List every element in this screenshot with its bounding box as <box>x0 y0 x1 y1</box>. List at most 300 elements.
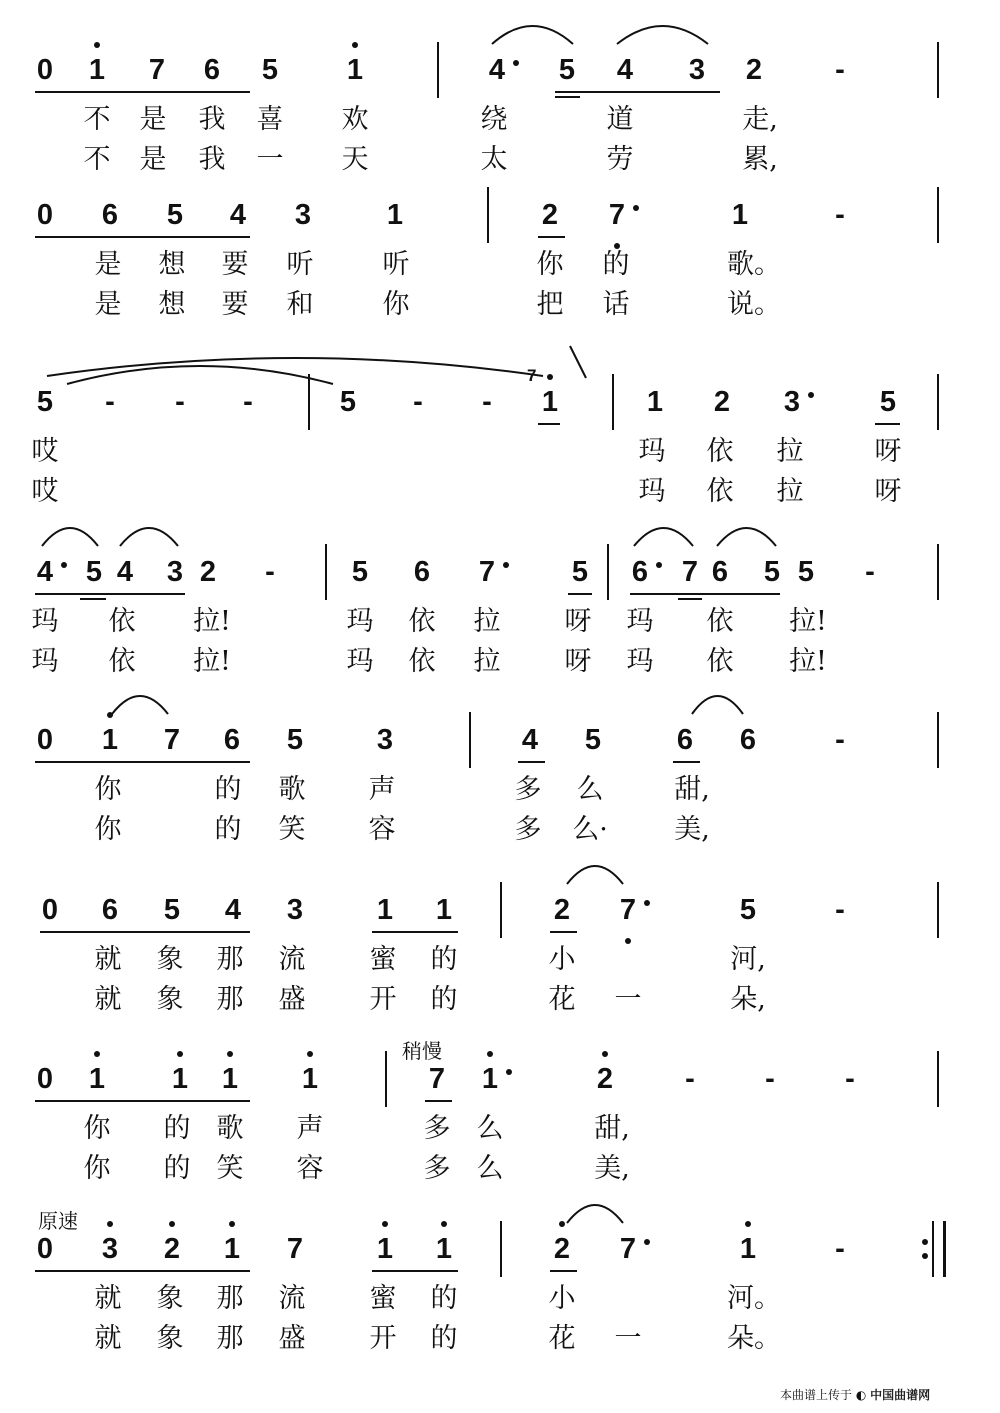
lyric-syllable: 一 <box>256 144 284 175</box>
underline-beam <box>555 91 720 93</box>
lyric-syllable: 不 <box>83 104 111 135</box>
note-digit: - <box>105 386 115 418</box>
note-digit: 1 <box>346 54 364 86</box>
note <box>25 718 65 762</box>
dash-extension <box>670 1057 710 1101</box>
note <box>275 1227 315 1271</box>
augmentation-dot <box>61 562 67 568</box>
breath-mark-icon <box>568 344 588 380</box>
note <box>608 888 648 932</box>
note <box>25 1057 65 1101</box>
note-digit: 6 <box>101 199 119 231</box>
lyric-syllable: 象 <box>156 1283 184 1314</box>
lyric-syllable: 歌 <box>216 1113 244 1144</box>
note-digit: 5 <box>261 54 279 86</box>
note <box>365 718 405 762</box>
note-digit: 1 <box>221 1063 239 1095</box>
note-digit: 4 <box>116 556 134 588</box>
note-digit: 0 <box>36 199 54 231</box>
lyric-syllable: 玛 <box>638 436 666 467</box>
lyric-syllable: 那 <box>216 1283 244 1314</box>
high-octave-dot <box>547 374 553 380</box>
lyric-syllable: 声 <box>368 774 396 805</box>
slur-arc <box>690 684 745 718</box>
barline <box>937 42 939 98</box>
slur-arc <box>110 684 170 718</box>
note <box>218 193 258 237</box>
note-digit: 7 <box>619 1233 637 1265</box>
note-digit: 5 <box>797 556 815 588</box>
lyric-syllable: 把 <box>536 289 564 320</box>
lyric-syllable: 一 <box>614 1323 642 1354</box>
note <box>547 48 587 92</box>
note <box>25 1227 65 1271</box>
note <box>542 1227 582 1271</box>
lyric-syllable: 多 <box>423 1153 451 1184</box>
lyric-syllable: 流 <box>278 944 306 975</box>
note <box>772 380 812 424</box>
high-octave-dot <box>382 1221 388 1227</box>
barline <box>325 544 327 600</box>
note <box>30 888 70 932</box>
note <box>137 48 177 92</box>
note-digit: 1 <box>435 894 453 926</box>
note-digit: - <box>865 556 875 588</box>
note <box>105 550 145 594</box>
note <box>335 48 375 92</box>
lyric-syllable: 小 <box>548 944 576 975</box>
lyric-syllable: 的 <box>430 984 458 1015</box>
lyric-syllable: 那 <box>216 944 244 975</box>
tempo-marking: 稍慢 <box>402 1039 442 1063</box>
underline-beam <box>630 593 780 595</box>
note <box>585 1057 625 1101</box>
lyric-syllable: 玛 <box>626 646 654 677</box>
note <box>77 48 117 92</box>
double-underline-beam <box>678 598 702 600</box>
lyric-syllable: 美, <box>594 1153 630 1184</box>
lyric-syllable: 要 <box>221 289 249 320</box>
note <box>152 888 192 932</box>
note-digit: 1 <box>435 1233 453 1265</box>
lyric-syllable: 么 <box>476 1153 504 1184</box>
lyric-syllable: 流 <box>278 1283 306 1314</box>
note-digit: 5 <box>339 386 357 418</box>
note <box>365 1227 405 1271</box>
note-digit: 6 <box>203 54 221 86</box>
note-digit: - <box>835 54 845 86</box>
note <box>734 48 774 92</box>
note <box>700 550 740 594</box>
note <box>608 1227 648 1271</box>
lyric-syllable: 声 <box>296 1113 324 1144</box>
note-digit: 1 <box>481 1063 499 1095</box>
note <box>275 718 315 762</box>
lyric-syllable: 的 <box>430 1323 458 1354</box>
note <box>530 380 570 424</box>
footer-site-name: 中国曲谱网 <box>870 1388 931 1402</box>
note <box>424 1227 464 1271</box>
lyric-syllable: 歌 <box>278 774 306 805</box>
slur-arc <box>490 14 575 48</box>
high-octave-dot <box>352 42 358 48</box>
note <box>90 718 130 762</box>
note-digit: 0 <box>36 1233 54 1265</box>
note <box>510 718 550 762</box>
note <box>152 718 192 762</box>
note-digit: 2 <box>713 386 731 418</box>
note <box>188 550 228 594</box>
lyric-syllable: 玛 <box>626 606 654 637</box>
lyric-syllable: 象 <box>156 944 184 975</box>
note-digit: 1 <box>223 1233 241 1265</box>
high-octave-dot <box>94 1051 100 1057</box>
lyric-syllable: 拉 <box>776 436 804 467</box>
lyric-syllable: 的 <box>430 944 458 975</box>
note <box>25 48 65 92</box>
note-digit: 1 <box>88 1063 106 1095</box>
lyric-syllable: 依 <box>108 606 136 637</box>
lyric-syllable: 哎 <box>31 436 59 467</box>
lyric-syllable: 么 <box>476 1113 504 1144</box>
note-digit: 2 <box>596 1063 614 1095</box>
lyric-syllable: 拉 <box>776 476 804 507</box>
lyric-syllable: 一 <box>614 984 642 1015</box>
note-digit: 1 <box>101 724 119 756</box>
note-digit: - <box>765 1063 775 1095</box>
note <box>542 888 582 932</box>
grace-note: 7 <box>527 366 537 385</box>
note-digit: 4 <box>616 54 634 86</box>
lyric-syllable: 是 <box>139 144 167 175</box>
augmentation-dot <box>656 562 662 568</box>
lyric-syllable: 呀 <box>564 606 592 637</box>
underline-beam <box>875 423 900 425</box>
barline <box>937 1051 939 1107</box>
repeat-dot <box>922 1239 928 1245</box>
lyric-syllable: 你 <box>83 1113 111 1144</box>
note-digit: 3 <box>166 556 184 588</box>
note-digit: 1 <box>739 1233 757 1265</box>
lyric-syllable: 玛 <box>346 606 374 637</box>
note <box>25 380 65 424</box>
barline <box>937 187 939 243</box>
note <box>665 718 705 762</box>
lyric-syllable: 象 <box>156 984 184 1015</box>
note <box>402 550 442 594</box>
note <box>25 550 65 594</box>
underline-beam <box>568 593 592 595</box>
underline-beam <box>538 423 560 425</box>
high-octave-dot <box>107 1221 113 1227</box>
note <box>573 718 613 762</box>
note-digit: 2 <box>745 54 763 86</box>
lyric-syllable: 想 <box>158 249 186 280</box>
lyric-syllable: 道 <box>606 104 634 135</box>
note-digit: - <box>835 1233 845 1265</box>
barline <box>937 712 939 768</box>
underline-beam <box>35 91 250 93</box>
double-underline-beam <box>80 598 106 600</box>
note-digit: 1 <box>171 1063 189 1095</box>
lyric-syllable: 小 <box>548 1283 576 1314</box>
note-digit: 1 <box>731 199 749 231</box>
footer <box>780 1386 930 1403</box>
lyric-syllable: 笑 <box>216 1153 244 1184</box>
dash-extension <box>250 550 290 594</box>
slur-arc <box>40 516 100 550</box>
underline-beam <box>550 931 577 933</box>
note <box>417 1057 457 1101</box>
slur-arc <box>715 516 778 550</box>
lyric-syllable: 盛 <box>278 1323 306 1354</box>
note-digit: 2 <box>553 894 571 926</box>
underline-beam <box>35 593 185 595</box>
note-digit: 6 <box>413 556 431 588</box>
note-digit: 2 <box>541 199 559 231</box>
augmentation-dot <box>633 205 639 211</box>
lyric-syllable: 呀 <box>564 646 592 677</box>
barline <box>487 187 489 243</box>
lyric-syllable: 要 <box>221 249 249 280</box>
lyric-syllable: 你 <box>83 1153 111 1184</box>
note-digit: 7 <box>148 54 166 86</box>
note <box>728 1227 768 1271</box>
underline-beam <box>372 931 458 933</box>
note-digit: 6 <box>631 556 649 588</box>
lyric-syllable: 甜, <box>594 1113 630 1144</box>
lyric-syllable: 拉! <box>193 606 231 637</box>
high-octave-dot <box>602 1051 608 1057</box>
underline-beam <box>35 236 250 238</box>
underline-beam <box>673 761 700 763</box>
slur-arc <box>118 516 180 550</box>
note <box>424 888 464 932</box>
lyric-syllable: 多 <box>423 1113 451 1144</box>
lyric-syllable: 依 <box>706 646 734 677</box>
barline <box>469 712 471 768</box>
note-digit: 3 <box>688 54 706 86</box>
lyric-syllable: 玛 <box>31 606 59 637</box>
note-digit: 5 <box>351 556 369 588</box>
lyric-syllable: 容 <box>368 814 396 845</box>
lyric-syllable: 你 <box>94 814 122 845</box>
barline <box>943 1221 946 1277</box>
lyric-syllable: 我 <box>198 144 226 175</box>
slur-arc <box>632 516 695 550</box>
double-underline-beam <box>555 96 580 98</box>
dash-extension <box>820 193 860 237</box>
note-digit: 7 <box>478 556 496 588</box>
note-digit: - <box>835 724 845 756</box>
lyric-syllable: 呀 <box>874 476 902 507</box>
dash-extension <box>820 1227 860 1271</box>
note <box>530 193 570 237</box>
note <box>212 718 252 762</box>
note-digit: 5 <box>286 724 304 756</box>
lyric-syllable: 你 <box>382 289 410 320</box>
note <box>152 1227 192 1271</box>
note-digit: 1 <box>301 1063 319 1095</box>
lyric-syllable: 拉 <box>473 646 501 677</box>
note-digit: 3 <box>376 724 394 756</box>
note-digit: 7 <box>608 199 626 231</box>
lyric-syllable: 欢 <box>341 104 369 135</box>
lyric-syllable: 想 <box>158 289 186 320</box>
note-digit: 0 <box>41 894 59 926</box>
lyric-syllable: 太 <box>480 144 508 175</box>
lyric-syllable: 多 <box>514 814 542 845</box>
note <box>250 48 290 92</box>
barline <box>937 544 939 600</box>
lyric-syllable: 花 <box>548 984 576 1015</box>
lyric-syllable: 开 <box>369 1323 397 1354</box>
lyric-syllable: 拉! <box>789 646 827 677</box>
underline-beam <box>538 236 565 238</box>
lyric-syllable: 甜, <box>674 774 710 805</box>
dash-extension <box>820 48 860 92</box>
dash-extension <box>398 380 438 424</box>
underline-beam <box>372 1270 458 1272</box>
lyric-syllable: 不 <box>83 144 111 175</box>
note-digit: 3 <box>294 199 312 231</box>
lyric-syllable: 你 <box>94 774 122 805</box>
low-octave-dot <box>625 938 631 944</box>
note <box>560 550 600 594</box>
underline-beam <box>518 761 545 763</box>
lyric-syllable: 河, <box>730 944 766 975</box>
barline <box>932 1221 934 1277</box>
note <box>620 550 660 594</box>
note <box>212 1227 252 1271</box>
note <box>786 550 826 594</box>
augmentation-dot <box>808 392 814 398</box>
slur-arc <box>615 14 710 48</box>
lyric-syllable: 玛 <box>31 646 59 677</box>
barline <box>607 544 609 600</box>
lyric-syllable: 的 <box>214 814 242 845</box>
lyric-syllable: 的 <box>602 249 630 280</box>
lyric-syllable: 蜜 <box>369 1283 397 1314</box>
augmentation-dot <box>644 1239 650 1245</box>
dash-extension <box>850 550 890 594</box>
lyric-syllable: 河。 <box>727 1283 781 1314</box>
note <box>192 48 232 92</box>
lyric-syllable: 那 <box>216 984 244 1015</box>
note <box>290 1057 330 1101</box>
lyric-syllable: 拉! <box>789 606 827 637</box>
barline <box>612 374 614 430</box>
note-digit: - <box>413 386 423 418</box>
note-digit: 6 <box>676 724 694 756</box>
lyric-syllable: 依 <box>706 606 734 637</box>
note-digit: 5 <box>36 386 54 418</box>
score-system <box>0 193 1000 363</box>
note-digit: 1 <box>646 386 664 418</box>
note <box>605 48 645 92</box>
note-digit: 4 <box>224 894 242 926</box>
high-octave-dot <box>169 1221 175 1227</box>
lyric-syllable: 么 <box>576 774 604 805</box>
lyric-syllable: 是 <box>139 104 167 135</box>
underline-beam <box>35 761 250 763</box>
lyric-syllable: 朵, <box>730 984 766 1015</box>
slur-arc <box>565 1193 625 1227</box>
lyric-syllable: 听 <box>382 249 410 280</box>
lyric-syllable: 话 <box>602 289 630 320</box>
note <box>365 888 405 932</box>
note-digit: 6 <box>739 724 757 756</box>
augmentation-dot <box>644 900 650 906</box>
lyric-syllable: 依 <box>706 476 734 507</box>
score-system <box>0 718 1000 888</box>
note-digit: 5 <box>163 894 181 926</box>
lyric-syllable: 玛 <box>638 476 666 507</box>
high-octave-dot <box>307 1051 313 1057</box>
lyric-syllable: 朵。 <box>727 1323 781 1354</box>
note <box>597 193 637 237</box>
note-digit: 5 <box>85 556 103 588</box>
lyric-syllable: 就 <box>94 1323 122 1354</box>
note <box>213 888 253 932</box>
note-digit: 1 <box>541 386 559 418</box>
note-digit: 3 <box>783 386 801 418</box>
lyric-syllable: 就 <box>94 944 122 975</box>
lyric-syllable: 你 <box>536 249 564 280</box>
lyric-syllable: 绕 <box>480 104 508 135</box>
lyric-syllable: 呀 <box>874 436 902 467</box>
note <box>90 193 130 237</box>
lyric-syllable: 么· <box>572 814 608 845</box>
note-digit: 5 <box>879 386 897 418</box>
dash-extension <box>820 718 860 762</box>
dash-extension <box>750 1057 790 1101</box>
lyric-syllable: 开 <box>369 984 397 1015</box>
high-octave-dot <box>177 1051 183 1057</box>
lyric-syllable: 多 <box>514 774 542 805</box>
dash-extension <box>467 380 507 424</box>
note-digit: 5 <box>739 894 757 926</box>
note-digit: 0 <box>36 724 54 756</box>
note-digit: - <box>835 199 845 231</box>
lyric-syllable: 哎 <box>31 476 59 507</box>
score-system <box>0 1039 1000 1227</box>
note-digit: 5 <box>763 556 781 588</box>
note-digit: - <box>175 386 185 418</box>
lyric-syllable: 就 <box>94 984 122 1015</box>
note <box>477 48 517 92</box>
note-digit: 1 <box>376 894 394 926</box>
note <box>728 718 768 762</box>
note <box>470 1057 510 1101</box>
note-digit: 4 <box>36 556 54 588</box>
note-digit: 3 <box>101 1233 119 1265</box>
score-system <box>0 1209 1000 1397</box>
lyric-syllable: 那 <box>216 1323 244 1354</box>
note <box>210 1057 250 1101</box>
note <box>155 193 195 237</box>
note-digit: 0 <box>36 54 54 86</box>
note-digit: 7 <box>163 724 181 756</box>
note-digit: - <box>243 386 253 418</box>
lyric-syllable: 象 <box>156 1323 184 1354</box>
dash-extension <box>830 1057 870 1101</box>
lyric-syllable: 玛 <box>346 646 374 677</box>
barline <box>500 1221 502 1277</box>
note-digit: 5 <box>584 724 602 756</box>
note <box>375 193 415 237</box>
lyric-syllable: 蜜 <box>369 944 397 975</box>
